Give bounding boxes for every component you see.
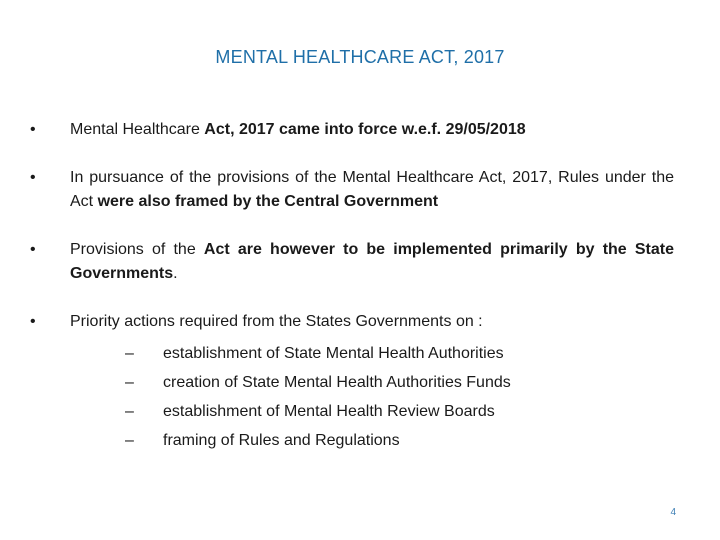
bullet-text-segment-bold: were also framed by the Central Government <box>97 193 439 210</box>
sub-item-text: establishment of Mental Health Review Boards <box>163 403 495 420</box>
bullet-item <box>30 166 674 214</box>
sub-item <box>125 426 674 455</box>
bullet-text-segment-bold: Act are however to be implemented primarily by the State Governments <box>70 241 674 282</box>
bullet-icon: • <box>30 313 36 330</box>
bullet-icon: • <box>30 121 36 138</box>
bullet-text-segment: Priority actions required from the States Governments on : <box>70 313 483 330</box>
bullet-icon: • <box>30 169 36 186</box>
bullet-item <box>30 310 674 455</box>
bullet-text-segment: . <box>173 265 178 282</box>
dash-icon: – <box>125 374 134 391</box>
sub-item <box>125 339 674 368</box>
sub-item-text: creation of State Mental Health Authorities Funds <box>163 374 511 391</box>
sub-item-list <box>70 339 674 455</box>
bullet-icon: • <box>30 241 36 258</box>
sub-item <box>125 368 674 397</box>
bullet-item <box>30 118 674 142</box>
bullet-text-segment: In pursuance of the provisions of the Mental Healthcare Act, 2017, Rules under the Act <box>70 169 674 210</box>
bullet-text-segment-bold: Act, 2017 came into force w.e.f. 29/05/2018 <box>204 121 526 138</box>
page-number: 4 <box>670 507 676 518</box>
sub-item-text: establishment of State Mental Health Authorities <box>163 345 504 362</box>
dash-icon: – <box>125 403 134 420</box>
sub-item-text: framing of Rules and Regulations <box>163 432 400 449</box>
dash-icon: – <box>125 432 134 449</box>
bullet-list <box>30 118 674 455</box>
dash-icon: – <box>125 345 134 362</box>
slide-title: MENTAL HEALTHCARE ACT, 2017 <box>215 47 505 67</box>
bullet-item <box>30 238 674 286</box>
bullet-text-segment: Mental Healthcare <box>70 121 205 138</box>
sub-item <box>125 397 674 426</box>
bullet-text-segment: Provisions of the <box>70 241 204 258</box>
